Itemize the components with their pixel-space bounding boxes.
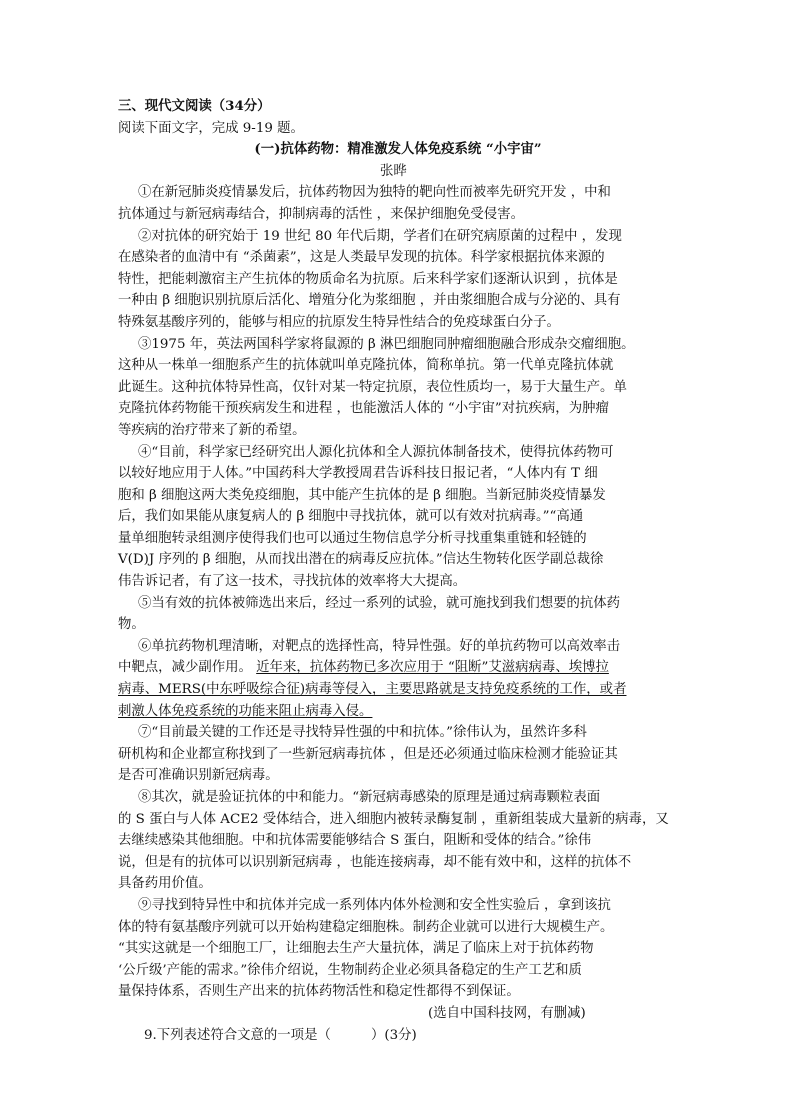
paragraph-line: ⑦“目前最关键的工作还是寻找特异性强的中和抗体。”徐伟认为，虽然许多科 [138,725,587,741]
article-title: (一)抗体药物：精准激发人体免疫系统 “小宇宙” [254,141,542,158]
paragraph-line: 一种由 β 细胞识别抗原后活化、增殖分化为浆细胞 ，并由浆细胞合成与分泌的、具有 [118,293,621,309]
article-source: (选自中国科技网，有删减) [428,1005,586,1021]
paragraph-line: 去继续感染其他细胞。中和抗体需要能够结合 S 蛋白，阻断和受体的结合。”徐伟 [118,833,592,849]
paragraph-line: 的 S 蛋白与人体 ACE2 受体结合，进入细胞内被转录酶复制 ，重新组装成大量新的病毒，又 [118,811,669,827]
underlined-paragraph-line: 刺激人体免疫系统的功能来阻止病毒入侵。 [118,703,373,719]
paragraph-line: 等疾病的治疗带来了新的希望。 [118,422,306,438]
section-heading: 三、现代文阅读（34分） [118,98,271,114]
instruction-text: 阅读下面文字，完成 9-19 题。 [118,120,304,136]
paragraph-line: 后，我们如果能从康复病人的 β 细胞中寻找抗体，就可以有效对抗病毒。”“高通 [118,509,584,525]
paragraph-line: 说，但是有的抗体可以识别新冠病毒 ，也能连接病毒，却不能有效中和，这样的抗体不 [118,854,632,870]
paragraph-line: 研机构和企业都宣称找到了一些新冠病毒抗体 ，但是还必须通过临床检测才能验证其 [118,746,618,762]
paragraph-line: 特性，把能刺激宿主产生抗体的物质命名为抗原。后来科学家们逐渐认识到 ，抗体是 [118,271,618,287]
question-9: 9.下列表述符合文意的一项是（ ）(3分) [144,1027,417,1043]
paragraph-line: 胞和 β 细胞这两大类免疫细胞，其中能产生抗体的是 β 细胞。当新冠肺炎疫情暴发 [118,487,606,503]
paragraph-line: ①在新冠肺炎疫情暴发后，抗体药物因为独特的靶向性而被率先研究开发 ，中和 [138,185,611,201]
paragraph-line: 量单细胞转录组测序使得我们也可以通过生物信息学分析寻找重集重链和轻链的 [118,530,587,546]
paragraph-line: ②对抗体的研究始于 19 世纪 80 年代后期，学者们在研究病原菌的过程中 ，发现 [138,228,622,244]
paragraph-line: ④“目前，科学家已经研究出人源化抗体和全人源抗体制备技术，使得抗体药物可 [138,444,614,460]
paragraph-line: 量保持体系，否则生产出来的抗体药物活性和稳定性都得不到保证。 [118,984,520,1000]
paragraph-line: 抗体通过与新冠病毒结合，抑制病毒的活性 ，来保护细胞免受侵害。 [118,206,524,222]
paragraph-line: ⑨寻找到特异性中和抗体并完成一系列体内体外检测和安全性实验后 ，拿到该抗 [138,897,611,913]
paragraph-line: 物。 [118,617,145,633]
paragraph-line: ‘公斤级’产能的需求。”徐伟介绍说，生物制药企业必须具备稳定的生产工艺和质 [118,962,582,978]
paragraph-line: 这种从一株单一细胞系产生的抗体就叫单克隆抗体，简称单抗。第一代单克隆抗体就 [118,358,614,374]
paragraph-line: 是否可准确识别新冠病毒。 [118,768,279,784]
paragraph-line [118,657,678,679]
paragraph-line: ⑧其次，就是验证抗体的中和能力。“新冠病毒感染的原理是通过病毒颗粒表面 [138,790,601,805]
paragraph-line: ⑤当有效的抗体被筛选出来后，经过一系列的试验，就可施找到我们想要的抗体药 [138,595,621,611]
paragraph-line: V(D)J 序列的 β 细胞，从而找出潜在的病毒反应抗体。”信达生物转化医学副总裁徐 [118,552,604,568]
paragraph-line: 具备药用价值。 [118,876,212,892]
paragraph-line: 体的特有氨基酸序列就可以开始构建稳定细胞株。制药企业就可以进行大规模生产。 [118,919,614,935]
paragraph-line: ⑥单抗药物机理清晰，对靶点的选择性高，特异性强。好的单抗药物可以高效率击 [138,638,621,654]
paragraph-line: ③1975 年，英法两国科学家将鼠源的 β 淋巴细胞同肿瘤细胞融合形成杂交瘤细胞。 [138,336,635,352]
underlined-paragraph-line: 病毒、MERS(中东呼吸综合征)病毒等侵入，主要思路就是支持免疫系统的工作，或者 [118,682,627,698]
paragraph-line: 以较好地应用于人体。”中国药科大学教授周君告诉科技日报记者，“人体内有 T 细 [118,466,598,482]
plain-text-segment: 中靶点，减少副作用。 [118,660,252,676]
underlined-text-segment: 近年来，抗体药物已多次应用于 “阻断”艾滋病病毒、埃博拉 [256,660,609,676]
paragraph-line: 克隆抗体药物能干预疾病发生和进程 ，也能激活人体的 “小宇宙”对抗疾病，为肿瘤 [118,401,609,417]
document-body [118,96,678,1046]
paragraph-line: “其实这就是一个细胞工厂，让细胞去生产大量抗体，满足了临床上对于抗体药物 [118,941,594,957]
paragraph-line: 在感染者的血清中有 “杀菌素”，这是人类最早发现的抗体。科学家根据抗体来源的 [118,250,605,266]
article-author: 张晔 [380,163,407,179]
paragraph-line: 伟告诉记者，有了这一技术，寻找抗体的效率将大大提高。 [118,574,467,590]
paragraph-line: 特殊氨基酸序列的，能够与相应的抗原发生特异性结合的免疫球蛋白分子。 [118,314,560,330]
paragraph-line: 此诞生。这种抗体特异性高，仅针对某一特定抗原，表位性质均一，易于大量生产。单 [118,379,627,395]
